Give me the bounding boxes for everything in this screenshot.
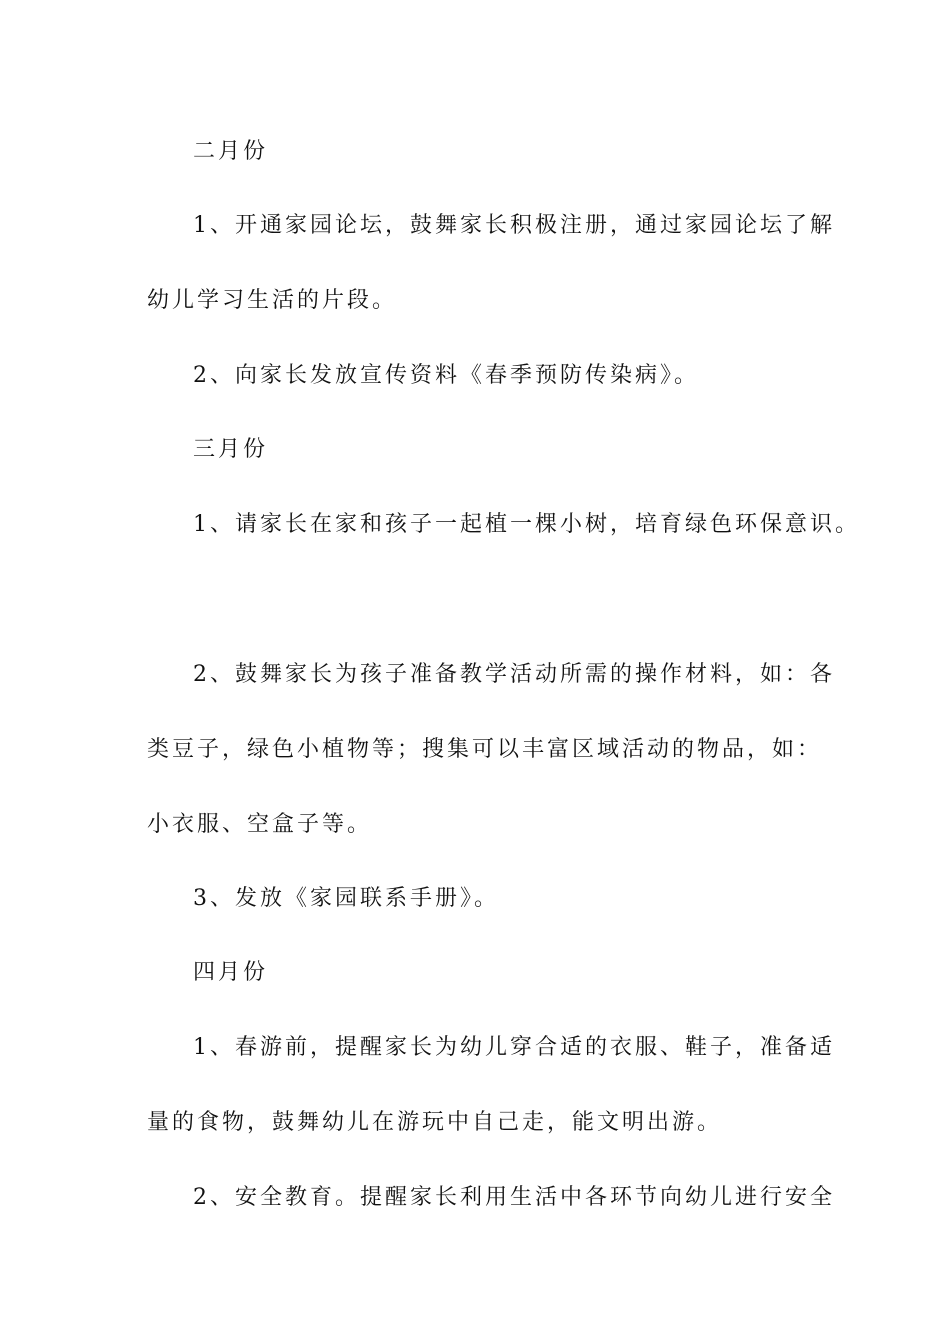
- heading-april: 四月份: [193, 960, 269, 985]
- heading-february: 二月份: [193, 139, 269, 164]
- paragraph-line: 幼儿学习生活的片段。: [147, 288, 398, 313]
- heading-march: 三月份: [193, 437, 269, 462]
- paragraph-line: 2、安全教育。提醒家长利用生活中各环节向幼儿进行安全: [193, 1185, 835, 1210]
- paragraph-line: 1、请家长在家和孩子一起植一棵小树，培育绿色环保意识。: [193, 512, 860, 537]
- paragraph-line: 3、发放《家园联系手册》。: [193, 886, 499, 911]
- paragraph-line: 2、鼓舞家长为孩子准备教学活动所需的操作材料，如：各: [193, 662, 835, 687]
- paragraph-line: 量的食物，鼓舞幼儿在游玩中自己走，能文明出游。: [147, 1110, 723, 1135]
- paragraph-line: 1、春游前，提醒家长为幼儿穿合适的衣服、鞋子，准备适: [193, 1035, 835, 1060]
- paragraph-line: 类豆子，绿色小植物等；搜集可以丰富区域活动的物品，如：: [147, 737, 823, 762]
- paragraph-line: 小衣服、空盒子等。: [147, 812, 373, 837]
- paragraph-line: 1、开通家园论坛，鼓舞家长积极注册，通过家园论坛了解: [193, 213, 835, 238]
- paragraph-line: 2、向家长发放宣传资料《春季预防传染病》。: [193, 363, 699, 388]
